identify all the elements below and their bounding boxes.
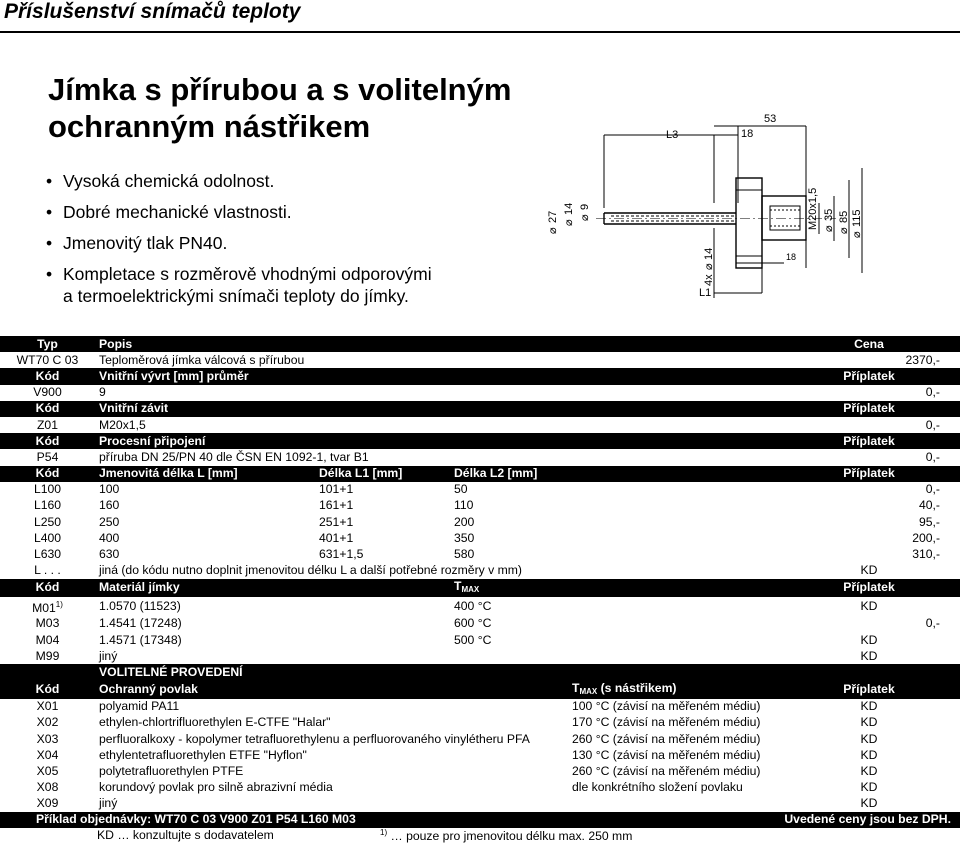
dim-d9: 9 (579, 203, 591, 210)
dim-holes-14: 14 (703, 247, 715, 260)
table-row: X08 korundový povlak pro silně abrazivní média dle konkrétního složení povlaku KD (36, 780, 878, 795)
product-title (48, 71, 511, 145)
bullet-icon: • (46, 202, 53, 222)
diameter-icon: ⌀ (563, 219, 575, 226)
table-row: M99 jiný KD (35, 648, 878, 663)
table-row: L400 400 401+1 350 200,- (33, 530, 940, 545)
header-divider (0, 31, 960, 33)
spec-table (0, 336, 960, 828)
bullet-icon: • (46, 233, 53, 253)
dim-d115: 115 (851, 209, 863, 227)
footnote-kd: KD … konzultujte s dodavatelem (97, 828, 274, 842)
section-title: Příslušenství snímačů teploty (4, 0, 301, 23)
dim-18-top: 18 (741, 128, 754, 140)
diameter-icon: ⌀ (703, 263, 715, 270)
table-row: X05 polytetrafluorethylen PTFE 260 °C (závisí na měřeném médiu) KD (36, 763, 878, 778)
table-row: L100 100 101+1 50 0,- (33, 482, 940, 497)
dim-d14: 14 (563, 202, 575, 215)
table-row: L . . . jiná (do kódu nutno doplnit jmenovitou délku L a další potřebné rozměry v mm) KD (34, 563, 878, 578)
bullet-icon: • (46, 264, 53, 284)
diameter-icon: ⌀ (838, 227, 850, 234)
dim-d27: 27 (547, 210, 559, 223)
table-row: L630 630 631+1,5 580 310,- (33, 547, 940, 562)
diameter-icon: ⌀ (579, 214, 591, 221)
footnote-1: $^{1)}$ … pouze pro jmenovitou délku max. 250 mm (380, 828, 633, 843)
feature-item: • Jmenovitý tlak PN40. (46, 233, 228, 253)
dim-holes: 4x (703, 274, 715, 286)
vat-note: Uvedené ceny jsou bez DPH. (568, 812, 960, 828)
dim-l3: L3 (666, 129, 679, 141)
table-row: P54 příruba DN 25/PN 40 dle ČSN EN 1092-1, tvar B1 0,- (36, 449, 940, 464)
table-row: X09 jiný KD (36, 796, 878, 811)
table-row: WT70 C 03 Teploměrová jímka válcová s přírubou 2370,- (16, 352, 940, 367)
feature-list (46, 170, 432, 307)
order-example: Příklad objednávky: WT70 C 03 V900 Z01 P54 L160 M03 (0, 812, 568, 828)
technical-drawing (536, 108, 866, 308)
section-header: Kód Procesní připojení Příplatek (0, 433, 960, 449)
section-header-optional: VOLITELNÉ PROVEDENÍ (0, 664, 960, 680)
product-title-line1: Jímka s přírubou a s volitelným (48, 72, 512, 107)
dim-53: 53 (764, 113, 777, 125)
table-row: M01$^{1)}$ 1.0570 (11523) 400 °C KD (32, 598, 878, 615)
section-header: Kód Vnitřní závit Příplatek (0, 401, 960, 417)
table-header: Typ Popis Cena (0, 336, 960, 352)
table-row: M03 1.4541 (17248) 600 °C 0,- (35, 616, 940, 631)
section-header: Kód Jmenovitá délka L [mm] Délka L1 [mm] Délka L2 [mm] Příplatek (0, 466, 960, 482)
diameter-icon: ⌀ (823, 225, 835, 232)
table-row: V900 9 0,- (33, 385, 940, 400)
diameter-icon: ⌀ (851, 231, 863, 238)
section-header: Kód Vnitřní vývrt [mm] průměr Příplatek (0, 368, 960, 384)
bullet-icon: • (46, 171, 53, 191)
table-row: L160 160 161+1 110 40,- (33, 498, 940, 513)
dim-m20: M20x1,5 (807, 187, 819, 230)
section-header: Kód Ochranný povlak $T_{MAX}$ (s nástřikem) Příplatek (0, 681, 960, 699)
dim-d85: 85 (838, 210, 850, 223)
table-row: L250 250 251+1 200 95,- (33, 514, 940, 529)
feature-item: • Dobré mechanické vlastnosti. (46, 202, 292, 222)
table-row: X03 perfluoralkoxy - kopolymer tetrafluorethylenu a perfluorovaného vinylétheru PFA 260 °C (závisí na měřeném médiu) KD (36, 731, 878, 746)
table-row: M04 1.4571 (17348) 500 °C KD (35, 632, 878, 647)
table-row: X04 ethylentetrafluorethylen ETFE "Hyflon" 130 °C (závisí na měřeném médiu) KD (36, 747, 878, 762)
order-example-row (0, 812, 960, 828)
dim-d35: 35 (823, 208, 835, 221)
diameter-icon: ⌀ (547, 227, 559, 234)
table-row: X02 ethylen-chlortrifluorethylen E-CTFE "Halar" 170 °C (závisí na měřeném médiu) KD (36, 715, 878, 730)
dim-l1: L1 (699, 287, 712, 299)
table-row: Z01 M20x1,5 0,- (36, 417, 940, 432)
feature-item: • Vysoká chemická odolnost. (46, 171, 275, 191)
table-row: X01 polyamid PA11 100 °C (závisí na měřeném médiu) KD (36, 699, 878, 714)
feature-item: • Kompletace s rozměrově vhodnými odporovými a termoelektrickými snímači teploty do jímky. (46, 264, 432, 306)
dim-18: 18 (786, 252, 797, 262)
section-header: Kód Materiál jímky $T_{MAX}$ Příplatek (0, 579, 960, 597)
product-title-line2: ochranným nástřikem (48, 109, 371, 144)
